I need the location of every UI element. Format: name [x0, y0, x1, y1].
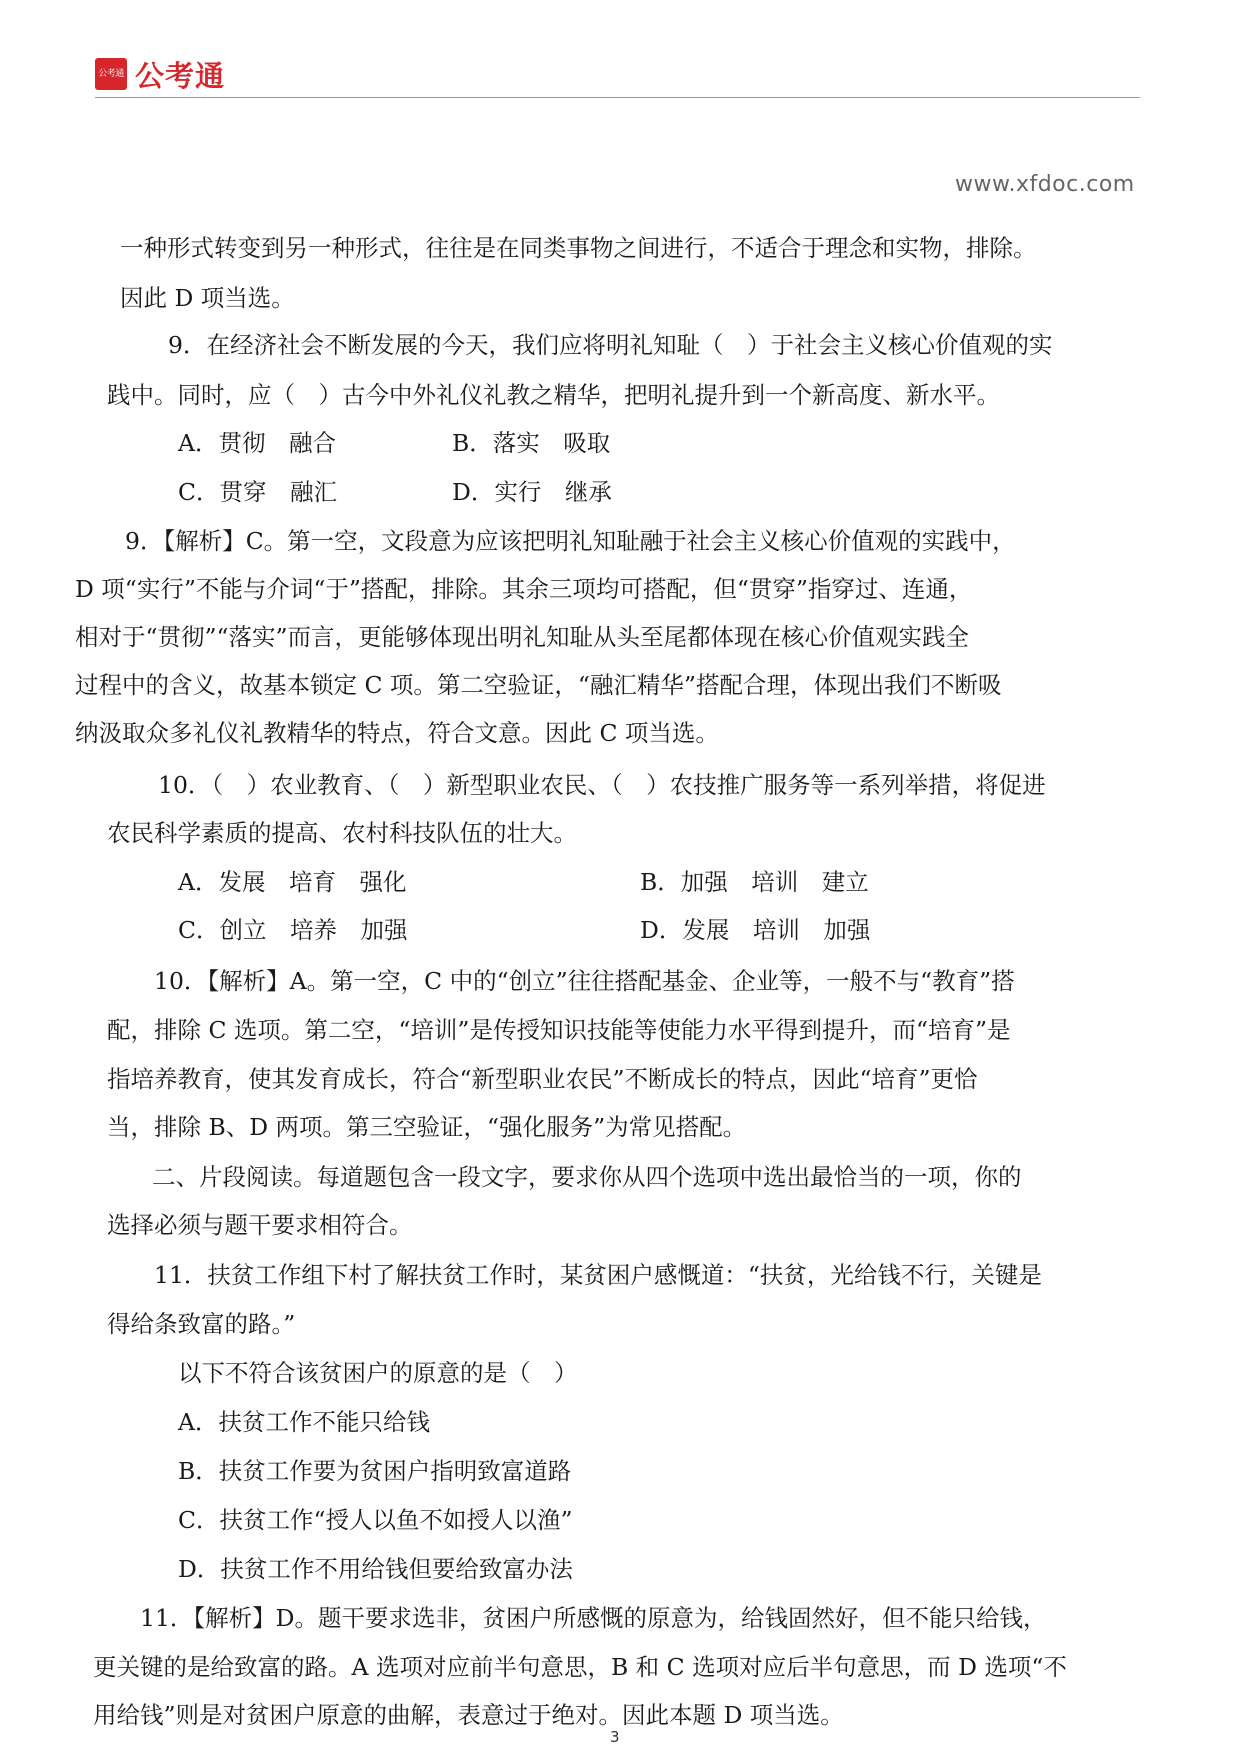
option-d: D．实行 继承 [452, 478, 612, 506]
analysis-9: 纳汲取众多礼仪礼教精华的特点，符合文意。因此 C 项当选。 [75, 719, 719, 747]
header-divider [95, 97, 1140, 98]
section-heading: 二、片段阅读。每道题包含一段文字，要求你从四个选项中选出最恰当的一项，你的 [152, 1163, 1022, 1191]
analysis-9: D 项“实行”不能与介词“于”搭配，排除。其余三项均可搭配，但“贯穿”指穿过、连通， [75, 575, 973, 603]
brand-name: 公考通 [135, 59, 226, 93]
analysis-10: 10．【解析】A。第一空，C 中的“创立”往往搭配基金、企业等，一般不与“教育”搭 [154, 967, 1015, 995]
option-b: B．加强 培训 建立 [640, 868, 869, 896]
question-9-stem: 9．在经济社会不断发展的今天，我们应将明礼知耻（ ）于社会主义核心价值观的实 [168, 331, 1053, 359]
text-line: 一种形式转变到另一种形式，往往是在同类事物之间进行，不适合于理念和实物，排除。 [120, 234, 1037, 262]
option-c: C．扶贫工作“授人以鱼不如授人以渔” [178, 1506, 573, 1534]
question-9-stem: 践中。同时，应（ ）古今中外礼仪礼教之精华，把明礼提升到一个新高度、新水平。 [107, 381, 1000, 409]
section-heading: 选择必须与题干要求相符合。 [107, 1211, 413, 1239]
option-a: A．扶贫工作不能只给钱 [178, 1408, 430, 1436]
option-c: C．贯穿 融汇 [178, 478, 337, 506]
question-11-prompt: 以下不符合该贫困户的原意的是（ ） [178, 1359, 578, 1387]
analysis-10: 指培养教育，使其发育成长，符合“新型职业农民”不断成长的特点，因此“培育”更恰 [107, 1065, 978, 1093]
option-d: D．扶贫工作不用给钱但要给致富办法 [178, 1555, 573, 1583]
question-10-stem: 10．（ ）农业教育、（ ）新型职业农民、（ ）农技推广服务等一系列举措，将促进 [158, 771, 1046, 799]
page-number: 3 [610, 1728, 620, 1746]
analysis-10: 配，排除 C 选项。第二空，“培训”是传授知识技能等使能力水平得到提升，而“培育”是 [107, 1016, 1011, 1044]
option-d: D．发展 培训 加强 [640, 916, 871, 944]
analysis-9: 相对于“贯彻”“落实”而言，更能够体现出明礼知耻从头至尾都体现在核心价值观实践全 [75, 623, 970, 651]
option-a: A．发展 培育 强化 [178, 868, 407, 896]
option-b: B．落实 吸取 [452, 429, 611, 457]
brand-logo-icon: 公考通 [95, 58, 127, 90]
analysis-11: 更关键的是给致富的路。A 选项对应前半句意思，B 和 C 选项对应后半句意思，而 D 选项“不 [93, 1653, 1067, 1681]
option-a: A．贯彻 融合 [178, 429, 336, 457]
text-line: 因此 D 项当选。 [120, 284, 295, 312]
analysis-9: 9．【解析】C。第一空，文段意为应该把明礼知耻融于社会主义核心价值观的实践中， [125, 527, 1016, 555]
analysis-11: 11．【解析】D。题干要求选非，贫困户所感慨的原意为，给钱固然好，但不能只给钱， [140, 1604, 1047, 1632]
site-url: www.xfdoc.com [955, 172, 1135, 197]
question-10-stem: 农民科学素质的提高、农村科技队伍的壮大。 [107, 819, 577, 847]
analysis-9: 过程中的含义，故基本锁定 C 项。第二空验证，“融汇精华”搭配合理，体现出我们不断吸 [75, 671, 1002, 699]
question-11-stem: 得给条致富的路。” [107, 1310, 296, 1338]
question-11-stem: 11．扶贫工作组下村了解扶贫工作时，某贫困户感慨道：“扶贫，光给钱不行，关键是 [154, 1261, 1042, 1289]
option-b: B．扶贫工作要为贫困户指明致富道路 [178, 1457, 572, 1485]
analysis-10: 当，排除 B、D 两项。第三空验证，“强化服务”为常见搭配。 [107, 1113, 747, 1141]
option-c: C．创立 培养 加强 [178, 916, 408, 944]
analysis-11: 用给钱”则是对贫困户原意的曲解，表意过于绝对。因此本题 D 项当选。 [93, 1701, 844, 1729]
page-header [95, 58, 1140, 98]
